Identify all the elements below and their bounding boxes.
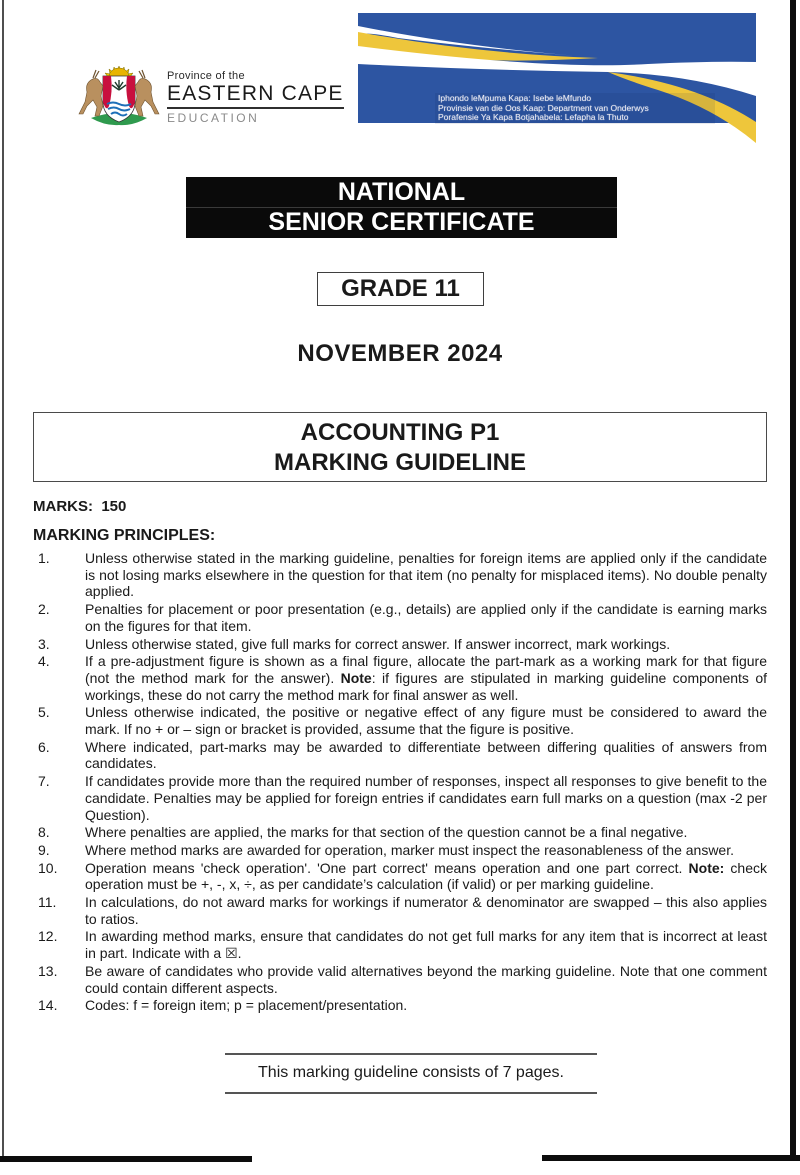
bottom-rule-left-segment xyxy=(0,1156,252,1162)
province-of-the-label: Province of the xyxy=(167,70,245,82)
principle-number: 7. xyxy=(38,773,50,790)
principle-text: Where penalties are applied, the marks for that section of the question cannot be a final negative. xyxy=(85,824,688,841)
principle-number: 10. xyxy=(38,859,58,876)
principle-number: 6. xyxy=(38,738,50,755)
principle-text: If a pre-adjustment figure is shown as a final figure, allocate the part-mark as a working mark for that figure (not the method mark for the answer). Note: if figures are stipulated in marking guideline components of workings, these do not carry the method mark for final answer as well. xyxy=(85,653,767,703)
grade-box: GRADE 11 xyxy=(317,272,484,306)
page-right-edge-line xyxy=(790,0,796,1161)
principle-number: 9. xyxy=(38,841,50,858)
page-count-note: This marking guideline consists of 7 pages. xyxy=(225,1053,597,1094)
principle-text: Penalties for placement or poor presentation (e.g., details) are applied only if the candidate is earning marks on the figures for that item. xyxy=(85,601,767,634)
principle-text: If candidates provide more than the required number of responses, inspect all responses to give benefit to the candidate. Penalties may be applied for foreign entries if candidates earn full marks on a question (max -2 per Question). xyxy=(85,773,767,823)
principle-number: 11. xyxy=(38,894,57,911)
principle-item xyxy=(33,550,767,600)
principle-item xyxy=(33,963,767,996)
principle-text: In awarding method marks, ensure that candidates do not get full marks for any item that is incorrect at least in part. Indicate with a ☒. xyxy=(85,928,767,962)
department-banner-graphic xyxy=(358,12,756,144)
principle-item xyxy=(33,704,767,737)
principle-item xyxy=(33,653,767,703)
certificate-title-banner xyxy=(186,177,617,238)
principle-number: 13. xyxy=(38,962,58,979)
principle-item xyxy=(33,636,767,653)
principle-number: 5. xyxy=(38,704,50,721)
principle-text: Codes: f = foreign item; p = placement/presentation. xyxy=(85,997,408,1014)
provincial-coat-of-arms-icon xyxy=(73,62,165,130)
subject-title-box xyxy=(33,412,767,482)
principle-text: Where indicated, part-marks may be awarded to differentiate between differing qualities of answers from candidates. xyxy=(85,738,767,772)
principle-text: Unless otherwise stated, give full marks for correct answer. If answer incorrect, mark workings. xyxy=(85,635,671,652)
eastern-cape-label: EASTERN CAPE xyxy=(167,82,344,109)
subject-title-line1: ACCOUNTING P1 xyxy=(300,419,500,446)
exam-session-title: NOVEMBER 2024 xyxy=(297,340,503,367)
banner-line-sesotho: Porafensie Ya Kapa Botjahabela: Lefapha la Thuto xyxy=(438,113,629,123)
principle-item xyxy=(33,601,767,634)
education-label: EDUCATION xyxy=(167,111,260,125)
subject-title-line2: MARKING GUIDELINE xyxy=(274,449,526,476)
certificate-title-line1: NATIONAL xyxy=(337,178,466,206)
principle-number: 2. xyxy=(38,601,50,618)
principle-item xyxy=(33,739,767,772)
marking-principles-heading: MARKING PRINCIPLES: xyxy=(33,527,216,544)
marks-total: MARKS: 150 xyxy=(33,498,127,515)
principle-item xyxy=(33,860,767,893)
principle-item xyxy=(33,824,767,841)
principle-number: 1. xyxy=(38,550,50,566)
page-left-edge-line xyxy=(2,0,4,1158)
principle-text: Unless otherwise stated in the marking guideline, penalties for foreign items are applied only if the candidate is not losing marks elsewhere in the question for that item (no penalty for misplaced items). No double penalty applied. xyxy=(85,550,767,600)
principle-number: 4. xyxy=(38,653,50,670)
banner-line-xhosa: Iphondo leMpuma Kapa: Isebe leMfundo xyxy=(438,94,592,103)
department-logotype xyxy=(167,70,387,125)
principle-item xyxy=(33,928,767,961)
principle-item xyxy=(33,997,767,1014)
principle-text: Where method marks are awarded for operation, marker must inspect the reasonableness of the answer. xyxy=(85,841,734,858)
principle-number: 3. xyxy=(38,635,50,652)
principle-item xyxy=(33,842,767,859)
principle-number: 8. xyxy=(38,824,50,841)
marking-principles-list xyxy=(33,550,767,1015)
principle-text: Unless otherwise indicated, the positive or negative effect of any figure must be considered to award the mark. If no + or – sign or bracket is provided, assume that the figure is positive. xyxy=(85,704,767,738)
department-banner-text xyxy=(435,93,715,124)
principle-text: Operation means 'check operation'. 'One part correct' means operation and one part correct. Note: check operation must be +, -, x, ÷, as per candidate’s calculation (if valid) or per marking guideline. xyxy=(85,859,767,893)
banner-line-afrikaans: Provinsie van die Oos Kaap: Department van Onderwys xyxy=(438,103,649,113)
principle-text: Be aware of candidates who provide valid alternatives beyond the marking guideline. Note that one comment could contain different aspects. xyxy=(85,962,767,996)
principle-item xyxy=(33,773,767,823)
principle-number: 12. xyxy=(38,928,58,945)
bottom-rule-right-segment xyxy=(542,1155,800,1161)
principle-item xyxy=(33,894,767,927)
certificate-title-line2: SENIOR CERTIFICATE xyxy=(268,208,535,236)
principle-number: 14. xyxy=(38,997,58,1014)
principle-text: In calculations, do not award marks for workings if numerator & denominator are swapped – this also applies to ratios. xyxy=(85,894,767,927)
